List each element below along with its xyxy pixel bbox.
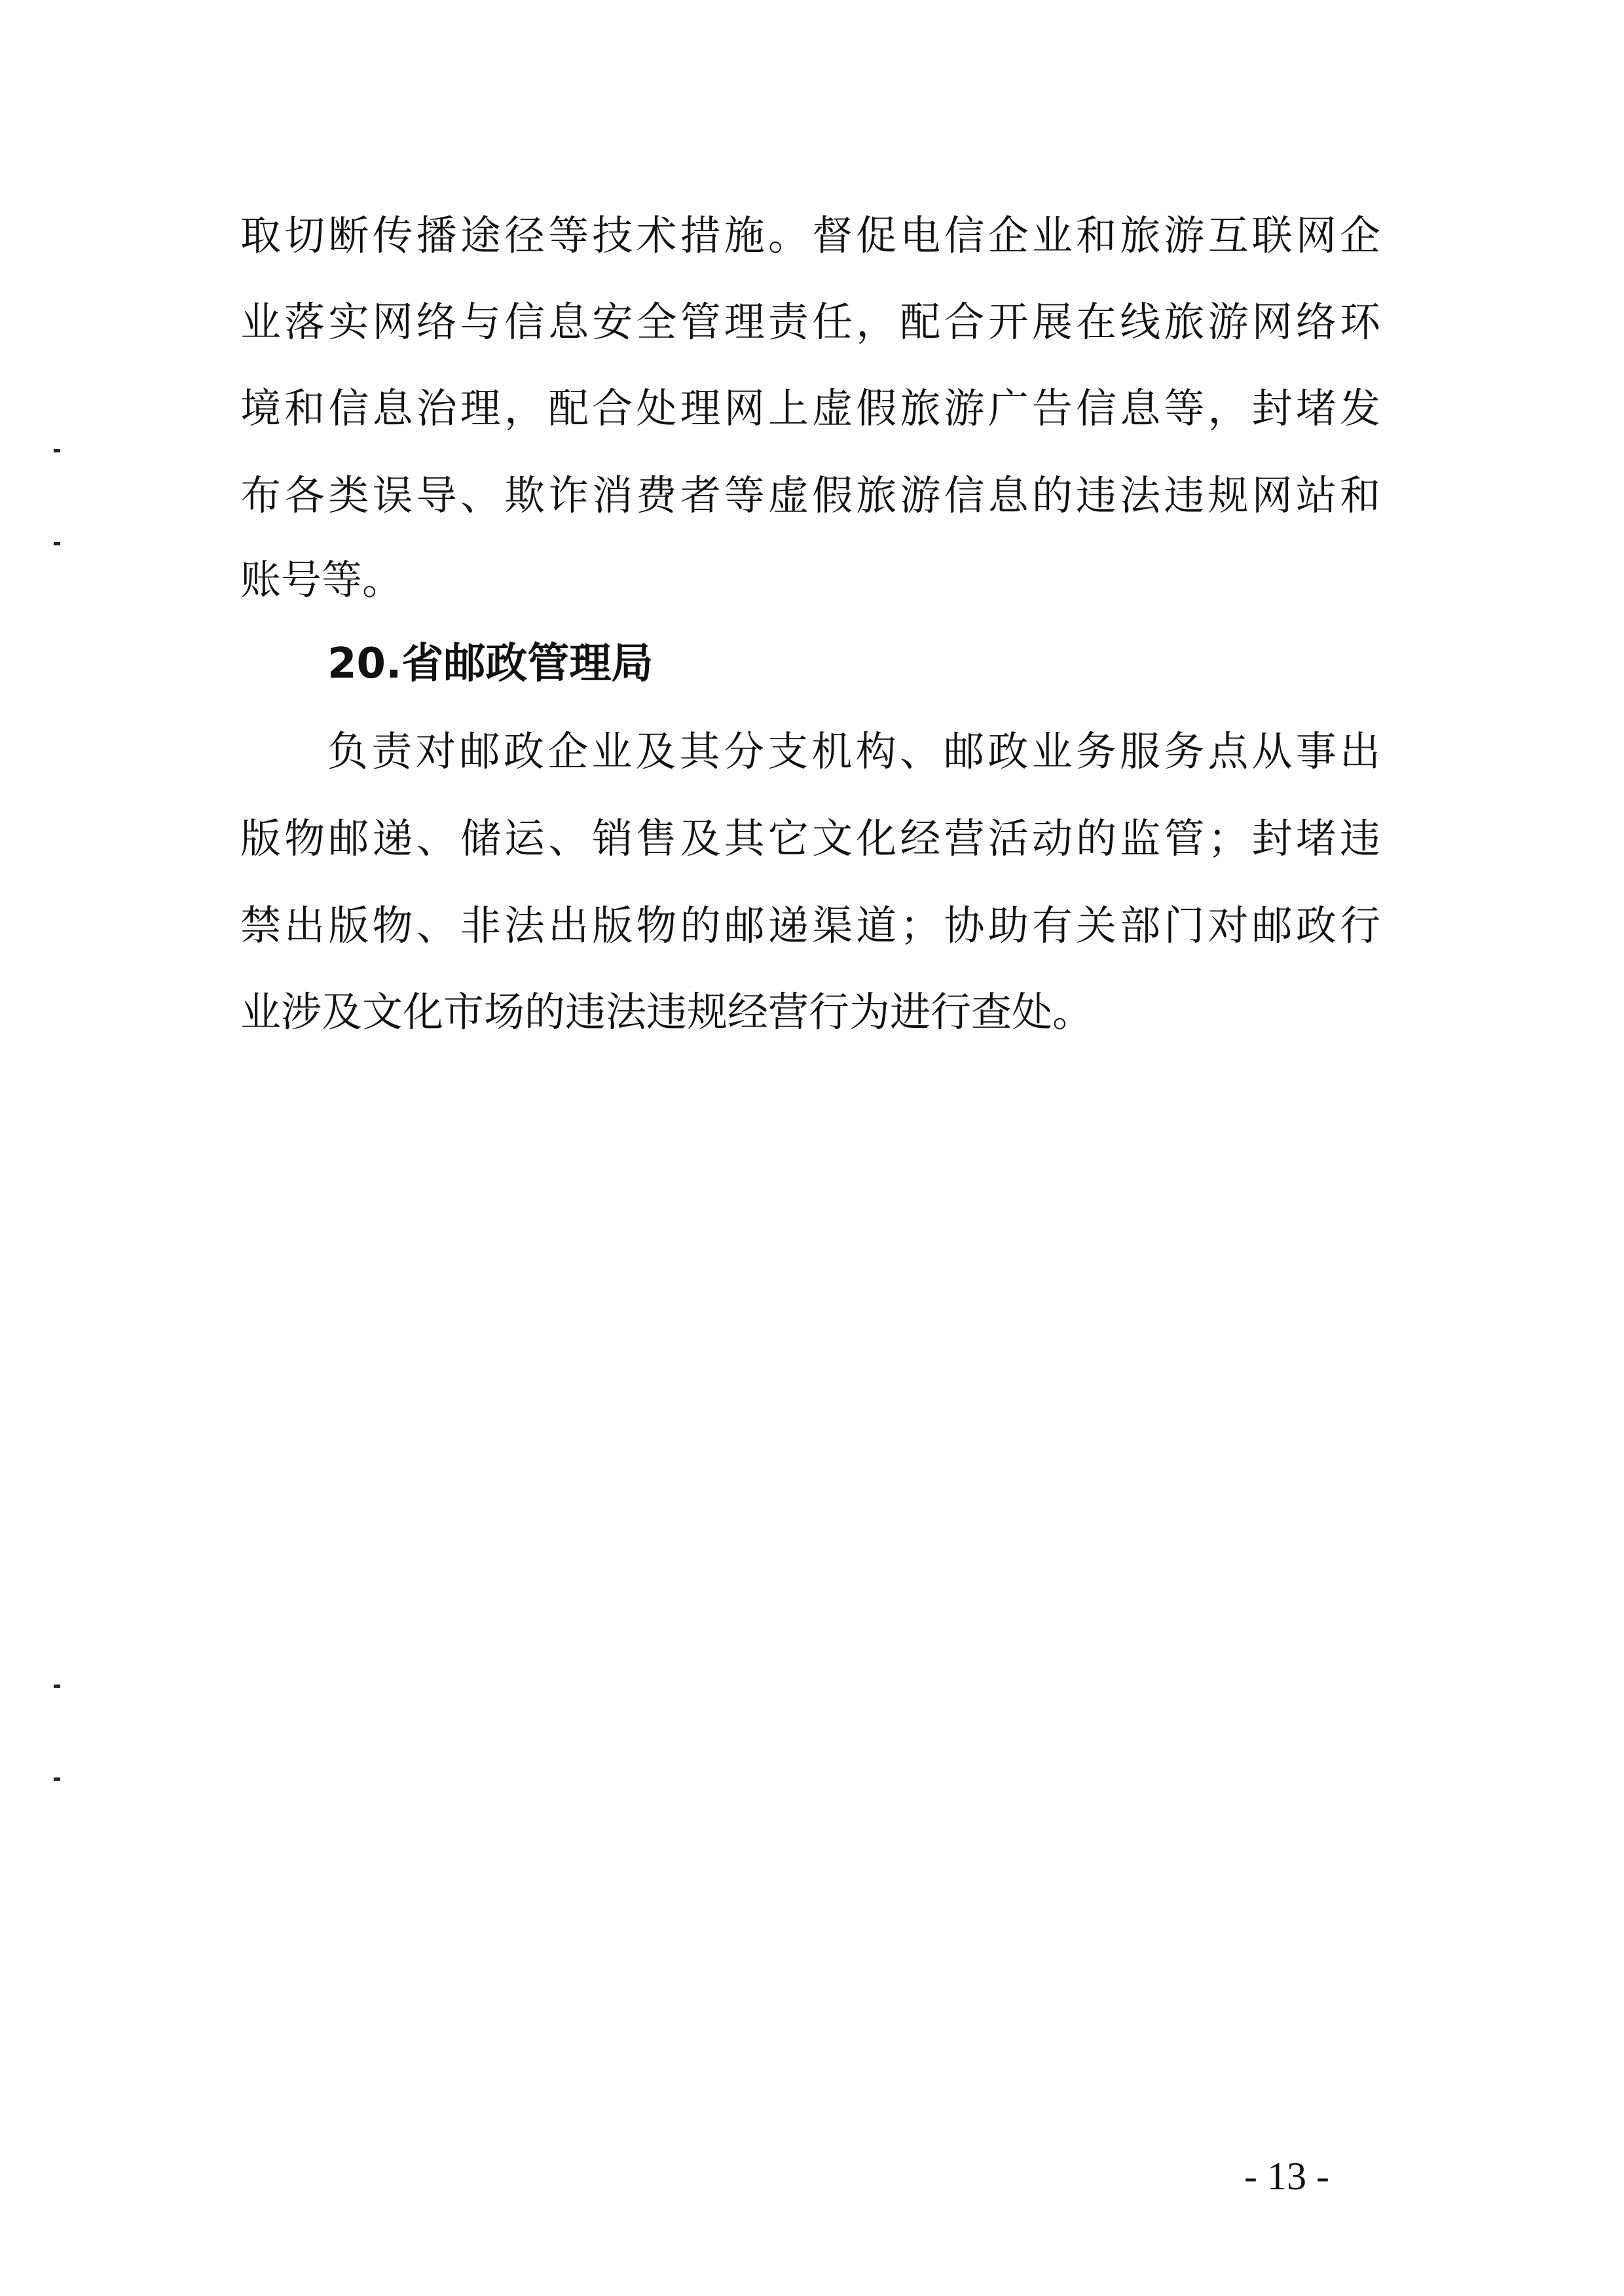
text-line: 业涉及文化市场的违法违规经营行为进行查处。	[240, 988, 1094, 1036]
scan-mark	[54, 449, 60, 452]
text-line: 负责对邮政企业及其分支机构、邮政业务服务点从事出	[327, 727, 1380, 775]
scan-mark	[54, 542, 60, 545]
text-line: 版物邮递、储运、销售及其它文化经营活动的监管；封堵违	[240, 814, 1380, 862]
text-line: 账号等。	[240, 556, 403, 604]
scan-mark	[54, 1777, 60, 1781]
text-line: 取切断传播途径等技术措施。督促电信企业和旅游互联网企	[240, 211, 1380, 259]
text-line: 业落实网络与信息安全管理责任，配合开展在线旅游网络环	[240, 298, 1380, 346]
section-heading: 20.省邮政管理局	[327, 640, 654, 688]
text-line: 境和信息治理，配合处理网上虚假旅游广告信息等，封堵发	[240, 384, 1380, 432]
page-number: - 13 -	[1244, 2155, 1329, 2198]
scan-mark	[54, 1685, 60, 1688]
text-line: 布各类误导、欺诈消费者等虚假旅游信息的违法违规网站和	[240, 471, 1380, 519]
text-line: 禁出版物、非法出版物的邮递渠道；协助有关部门对邮政行	[240, 902, 1380, 949]
